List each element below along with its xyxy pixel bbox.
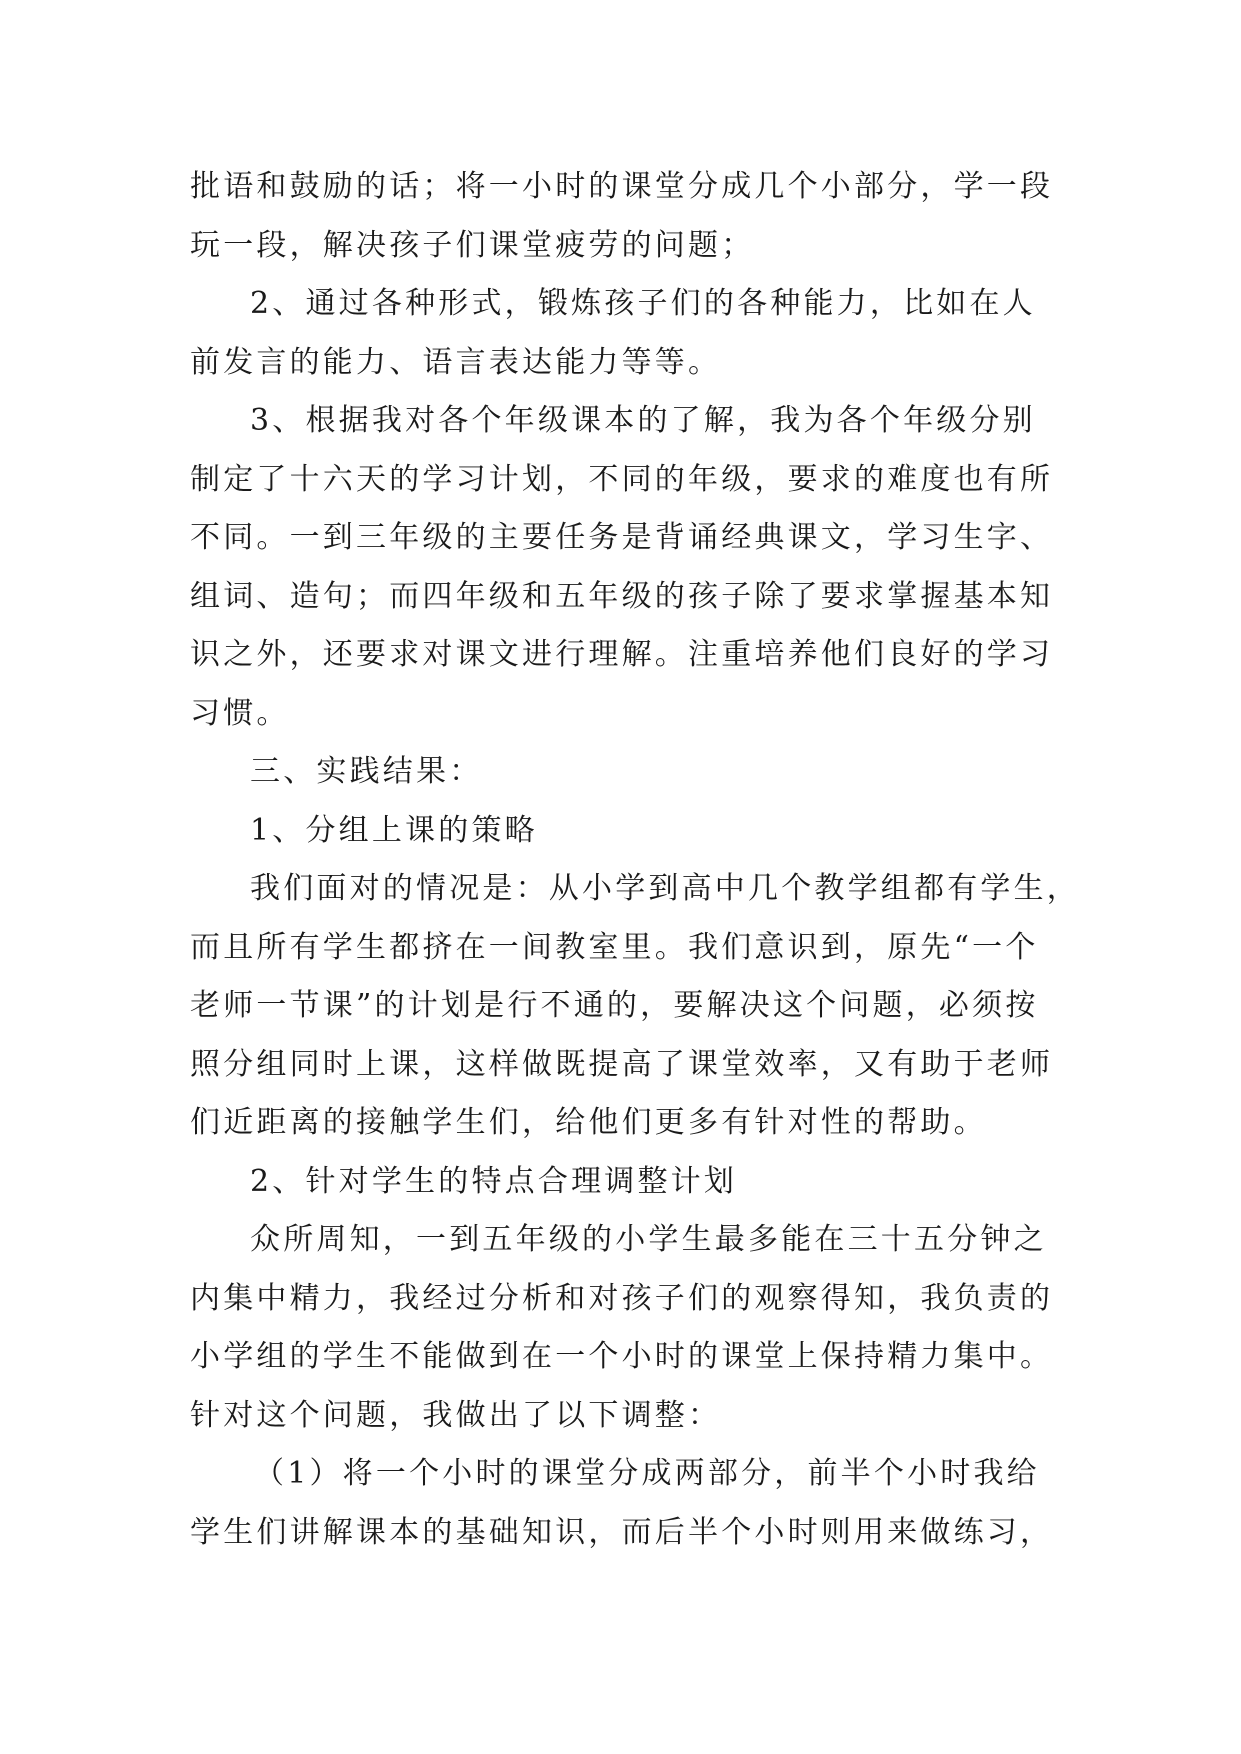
- text-line: 老师一节课”的计划是行不通的，要解决这个问题，必须按: [190, 988, 1039, 1023]
- text-line: 不同。一到三年级的主要任务是背诵经典课文，学习生字、: [190, 520, 1054, 555]
- text-line: 而且所有学生都挤在一间教室里。我们意识到，原先“一个: [190, 929, 1039, 965]
- text-line: 针对这个问题，我做出了以下调整：: [190, 1397, 722, 1433]
- text-line: 照分组同时上课，这样做既提高了课堂效率，又有助于老师: [190, 1046, 1054, 1082]
- text-line: 习惯。: [190, 695, 290, 731]
- text-line: 3、根据我对各个年级课本的了解，我为各个年级分别: [250, 403, 1036, 438]
- text-line: 众所周知，一到五年级的小学生最多能在三十五分钟之: [250, 1222, 1047, 1257]
- subsection-heading: 1、分组上课的策略: [250, 812, 538, 848]
- section-heading: 三、实践结果：: [250, 754, 483, 789]
- text-line: 小学组的学生不能做到在一个小时的课堂上保持精力集中。: [190, 1339, 1054, 1374]
- list-item: （1）将一个小时的课堂分成两部分，前半个小时我给: [254, 1456, 1040, 1491]
- text-line: 玩一段，解决孩子们课堂疲劳的问题；: [190, 227, 755, 263]
- text-line: 学生们讲解课本的基础知识，而后半个小时则用来做练习，: [190, 1514, 1054, 1550]
- subsection-heading: 2、针对学生的特点合理调整计划: [250, 1163, 738, 1199]
- document-body: [190, 158, 1080, 1562]
- text-line: 组词、造句；而四年级和五年级的孩子除了要求掌握基本知: [190, 578, 1054, 614]
- text-line: 识之外，还要求对课文进行理解。注重培养他们良好的学习: [190, 637, 1054, 672]
- text-line: 批语和鼓励的话；将一小时的课堂分成几个小部分，学一段: [190, 169, 1054, 204]
- text-line: 们近距离的接触学生们，给他们更多有针对性的帮助。: [190, 1105, 987, 1140]
- text-line: 内集中精力，我经过分析和对孩子们的观察得知，我负责的: [190, 1280, 1054, 1316]
- text-line: 前发言的能力、语言表达能力等等。: [190, 344, 722, 380]
- text-line: 2、通过各种形式，锻炼孩子们的各种能力，比如在人: [250, 286, 1036, 321]
- text-line: 制定了十六天的学习计划，不同的年级，要求的难度也有所: [190, 461, 1054, 497]
- text-line: 我们面对的情况是：从小学到高中几个教学组都有学生，: [250, 871, 1080, 906]
